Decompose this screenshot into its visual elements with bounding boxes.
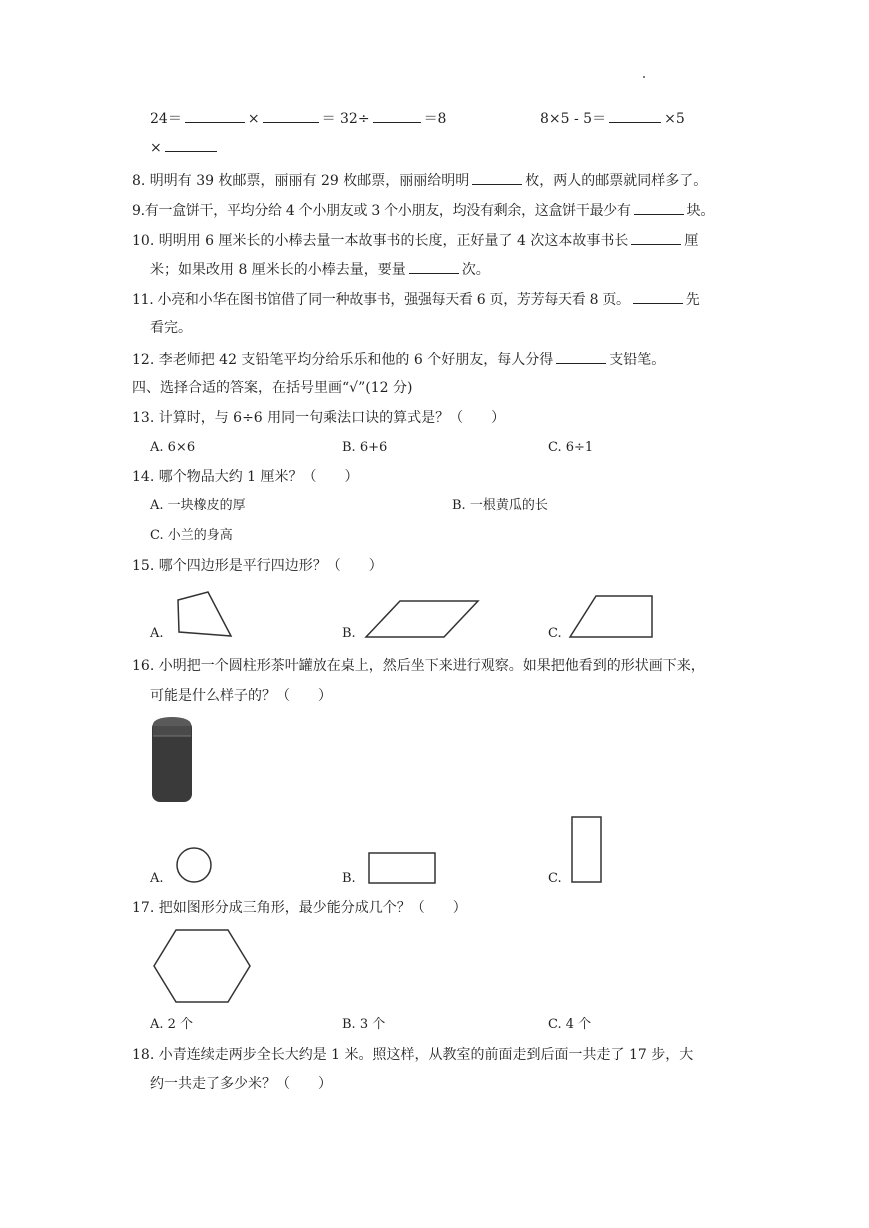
q10-text: 厘 (684, 233, 699, 249)
q16-figure-b-rectangle (366, 850, 440, 886)
q9-text: 块。 (686, 203, 715, 219)
q12-text: 支铅笔。 (609, 352, 666, 368)
q13-option-b[interactable]: B. 6+6 (342, 440, 388, 455)
answer-blank[interactable] (609, 108, 661, 123)
answer-blank[interactable] (634, 200, 684, 215)
q11-text: 11. 小亮和小华在图书馆借了同一种故事书，强强每天看 6 页，芳芳每天看 8 页。 (132, 292, 630, 308)
q16-figure-c-tall-rectangle (568, 814, 606, 886)
question-18-stem-line2: 约一共走了多少米？（ ） (150, 1076, 332, 1092)
answer-blank[interactable] (373, 108, 421, 123)
q15-figure-c-trapezoid (566, 592, 656, 640)
q15-figure-a-irregular-quadrilateral (170, 590, 240, 642)
stray-dot (643, 76, 645, 78)
answer-blank[interactable] (556, 349, 606, 364)
question-9 (132, 200, 714, 221)
q13-option-a[interactable]: A. 6×6 (150, 440, 196, 455)
question-10-line2 (150, 259, 490, 280)
q7-line1-right (540, 108, 685, 129)
q16-option-c[interactable]: C. (548, 871, 562, 886)
q13-option-c[interactable]: C. 6÷1 (548, 440, 594, 455)
q7-text: ＝8 (423, 111, 447, 127)
answer-blank[interactable] (633, 289, 683, 304)
question-8 (132, 170, 707, 191)
q7-text: 8×5 - 5＝ (540, 111, 607, 127)
answer-blank[interactable] (409, 259, 459, 274)
question-16-stem-line2: 可能是什么样子的？（ ） (150, 688, 332, 704)
q15-figure-b-parallelogram (362, 596, 482, 641)
question-14-stem: 14. 哪个物品大约 1 厘米？（ ） (132, 469, 359, 485)
q14-option-c[interactable]: C. 小兰的身高 (150, 528, 233, 543)
answer-blank[interactable] (472, 170, 522, 185)
q9-text: 9.有一盒饼干，平均分给 4 个小朋友或 3 个小朋友，均没有剩余，这盒饼干最少有 (132, 203, 631, 219)
question-11-line1 (132, 289, 699, 310)
q14-option-b[interactable]: B. 一根黄瓜的长 (452, 498, 548, 513)
question-12 (132, 349, 665, 370)
q7-text: 24＝ (150, 111, 182, 127)
question-15-stem: 15. 哪个四边形是平行四边形？（ ） (132, 558, 383, 574)
answer-blank[interactable] (185, 108, 245, 123)
tea-can-photo (150, 714, 194, 804)
answer-blank[interactable] (165, 137, 217, 152)
q7-text: ×5 (664, 111, 685, 127)
q11-text: 先 (685, 292, 700, 308)
question-13-stem: 13. 计算时，与 6÷6 用同一句乘法口诀的算式是？（ ） (132, 410, 506, 426)
q17-option-c[interactable]: C. 4 个 (548, 1017, 592, 1032)
question-11-line2 (150, 318, 192, 338)
q11-text: 看完。 (150, 320, 192, 336)
question-18-stem-line1: 18. 小青连续走两步全长大约是 1 米。照这样，从教室的前面走到后面一共走了 17 步，大 (132, 1047, 694, 1063)
q12-text: 12. 李老师把 42 支铅笔平均分给乐乐和他的 6 个好朋友，每人分得 (132, 352, 554, 368)
q10-text: 10. 明明用 6 厘米长的小棒去量一本故事书的长度，正好量了 4 次这本故事书长 (132, 233, 629, 249)
q17-option-b[interactable]: B. 3 个 (342, 1017, 386, 1032)
q7-text: × (150, 140, 162, 156)
q7-text: ＝ 32÷ (321, 111, 370, 127)
q16-figure-a-circle (174, 845, 214, 885)
q7-line2 (150, 137, 220, 158)
q8-text: 8. 明明有 39 枚邮票，丽丽有 29 枚邮票，丽丽给明明 (132, 173, 470, 189)
q7-line1-left (150, 108, 446, 129)
q15-option-b[interactable]: B. (342, 626, 356, 641)
q14-option-a[interactable]: A. 一块橡皮的厚 (150, 498, 246, 513)
q7-text: × (247, 111, 260, 127)
answer-blank[interactable] (263, 108, 319, 123)
question-16-stem-line1: 16. 小明把一个圆柱形茶叶罐放在桌上，然后坐下来进行观察。如果把他看到的形状画下来， (132, 658, 705, 674)
question-10-line1 (132, 230, 698, 251)
answer-blank[interactable] (631, 230, 681, 245)
question-17-stem: 17. 把如图形分成三角形，最少能分成几个？（ ） (132, 900, 467, 916)
q10-text: 次。 (461, 262, 490, 278)
q8-text: 枚，两人的邮票就同样多了。 (525, 173, 708, 189)
q17-figure-hexagon (150, 926, 254, 1006)
q10-text: 米；如果改用 8 厘米长的小棒去量，要量 (150, 262, 406, 278)
q16-option-a[interactable]: A. (150, 871, 164, 886)
q16-option-b[interactable]: B. (342, 871, 356, 886)
q17-option-a[interactable]: A. 2 个 (150, 1017, 194, 1032)
section-4-heading: 四、选择合适的答案，在括号里画“√”(12 分) (132, 380, 413, 396)
q15-option-a[interactable]: A. (150, 626, 164, 641)
q15-option-c[interactable]: C. (548, 626, 562, 641)
